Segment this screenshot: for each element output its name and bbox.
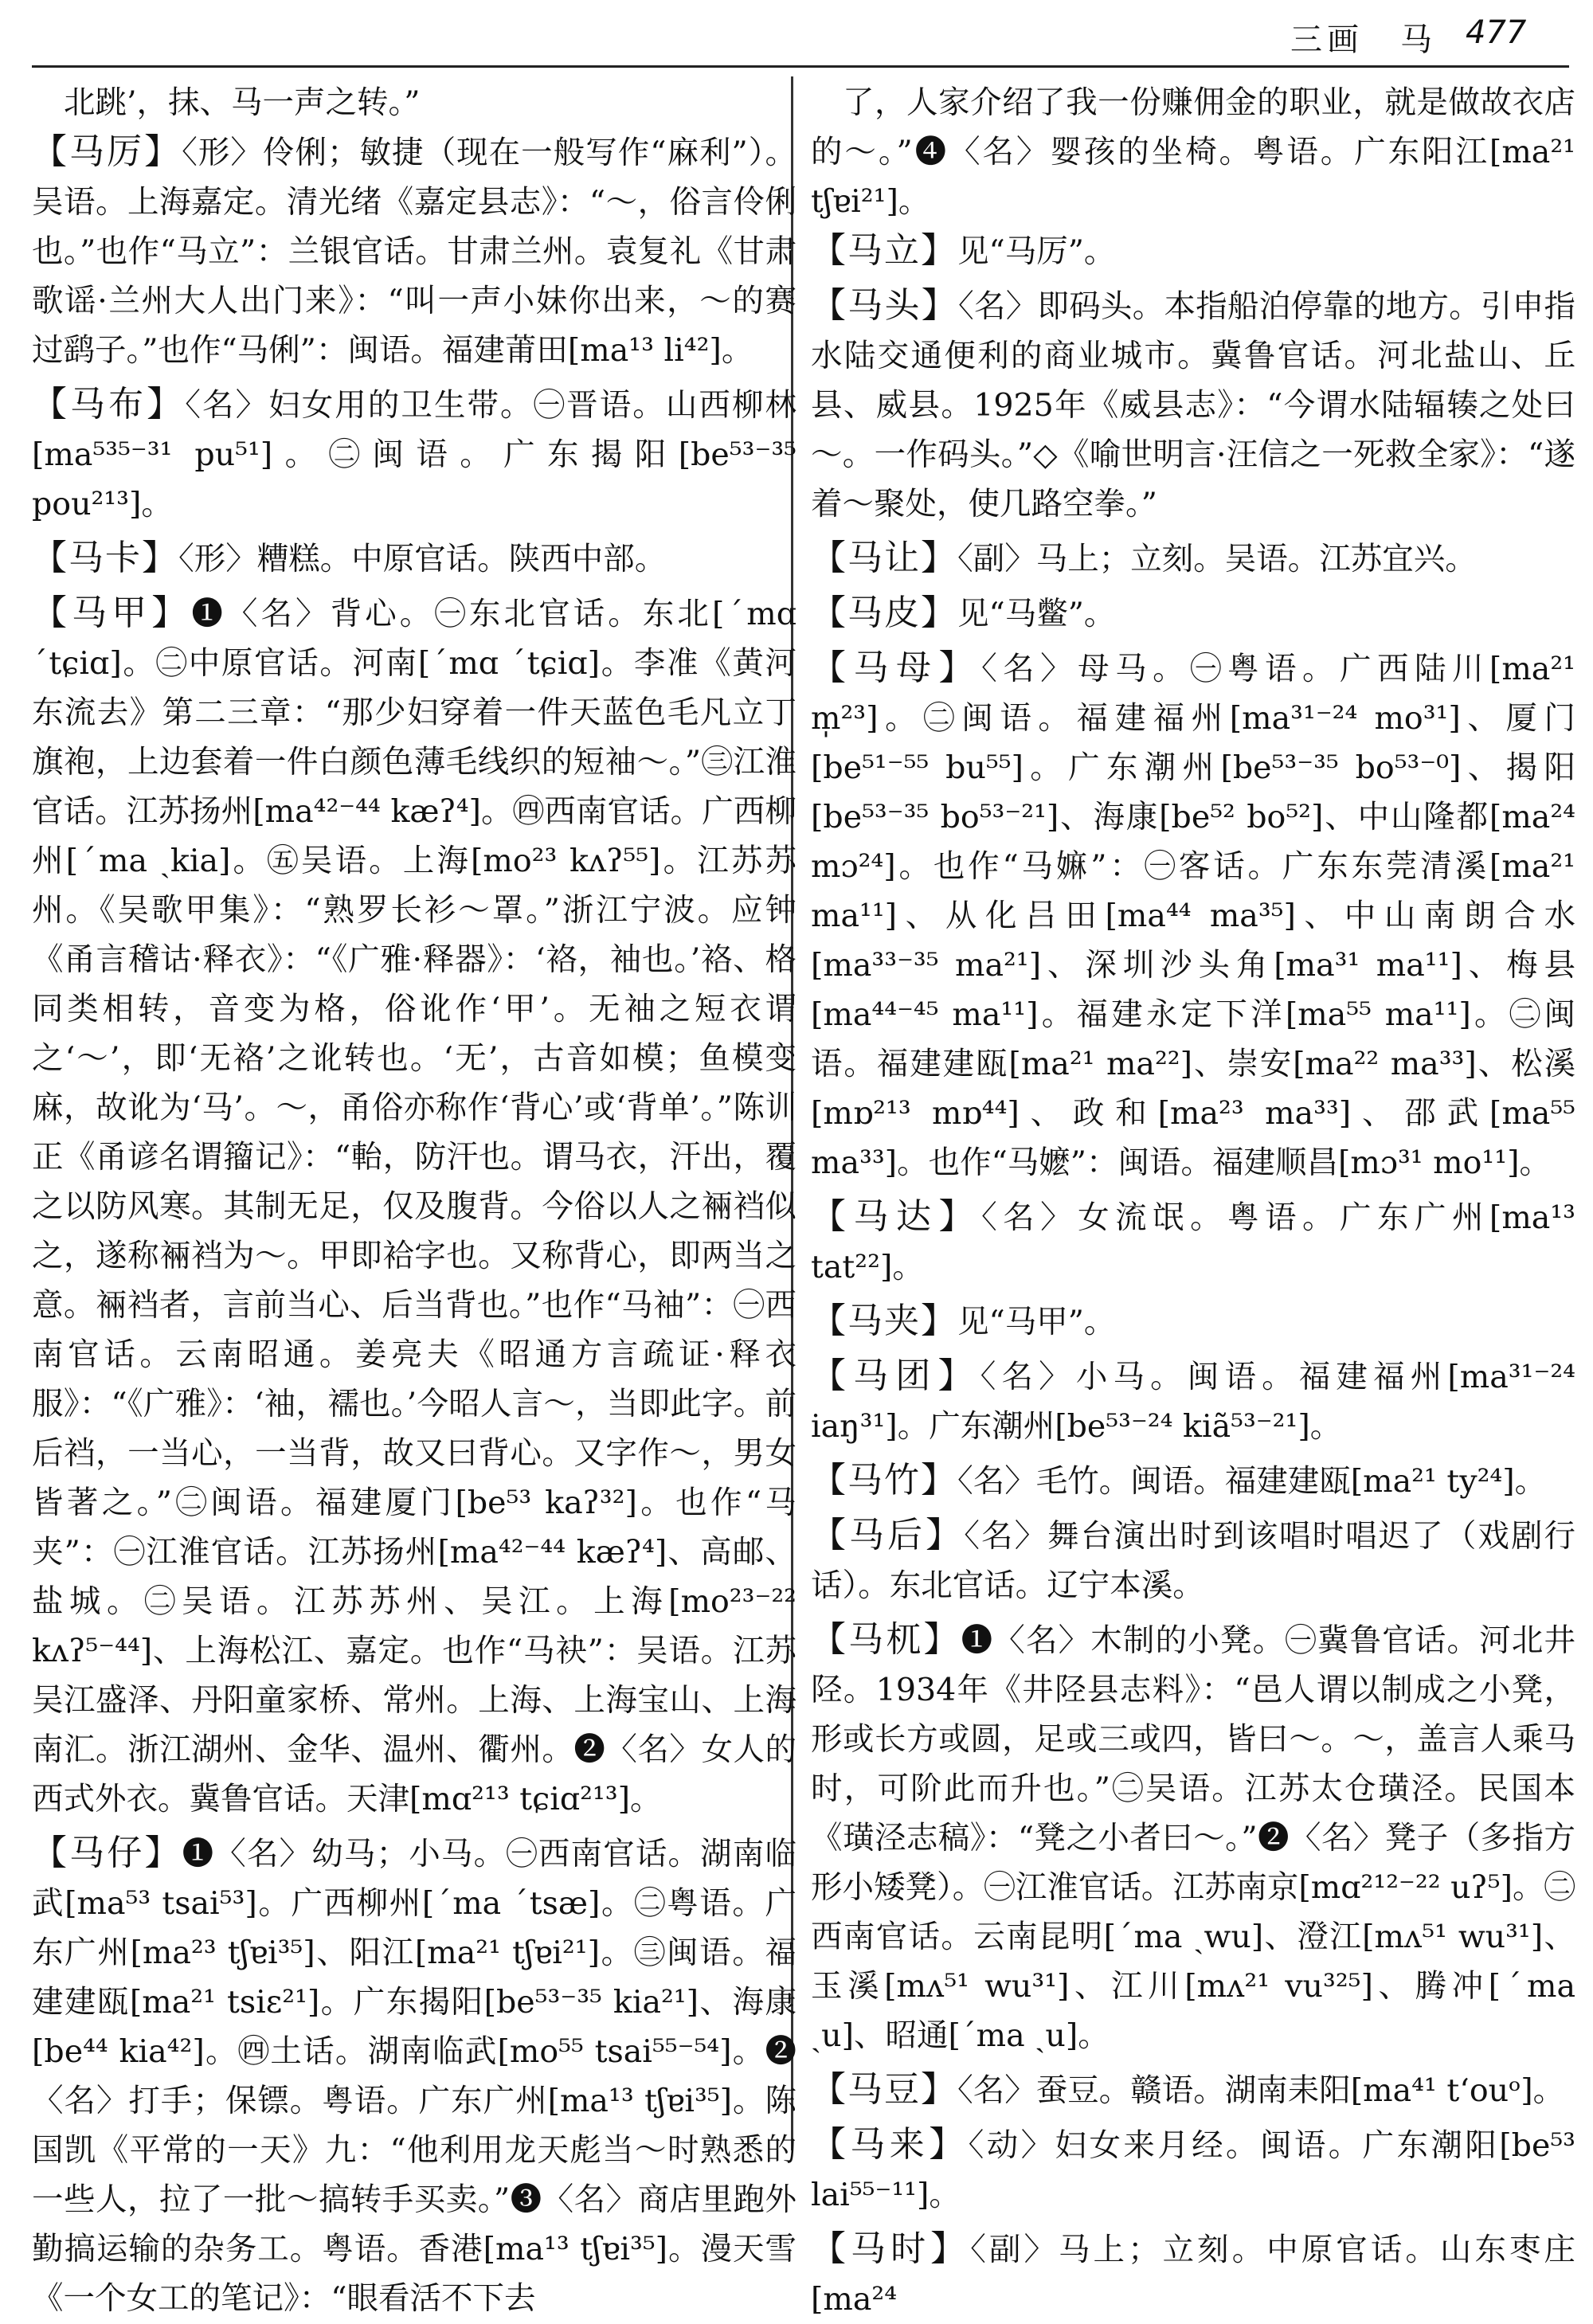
entry-definition: 〈动〉妇女来月经。闽语。广东潮阳[be⁵³ lai⁵⁵⁻¹¹]。 [811, 2127, 1576, 2213]
entry-definition: 〈名〉女流氓。粤语。广东广州[ma¹³ tat²²]。 [811, 1199, 1576, 1285]
entry-definition: ❶〈名〉木制的小凳。㊀冀鲁官话。河北井陉。1934年《井陉县志料》：“邑人谓以制成之小凳，形或长方或圆，足或三或四，皆曰～。～，盖言人乘马时，可阶此而升也。”㊁吴语。江苏太仓璜泾。民国本《璜泾志稿》：“凳之小者曰～。”❷〈名〉凳子（多指方形小矮凳）。㊀江淮官话。江苏南京[mɑ²¹²⁻²² uʔ⁵]。㊁西南官话。云南昆明[ˊma ˎwu]、澄江[mʌ⁵¹ wu³¹]、玉溪[mʌ⁵¹ wu³¹]、江川[mʌ²¹ vu³²⁵]、腾冲[ˊma ˎu]、昭通[ˊma ˎu]。 [811, 1622, 1576, 2054]
entry-definition: ❶〈名〉幼马；小马。㊀西南官话。湖南临武[ma⁵³ tsai⁵³]。广西柳州[ˊma ˊtsæ]。㊁粤语。广东广州[ma²³ tʃɐi³⁵]、阳江[ma²¹ tʃɐi²¹]。㊂闽语。福建建瓯[ma²¹ tsiɛ²¹]。广东揭阳[be⁵³⁻³⁵ kia²¹]、海康[be⁴⁴ kia⁴²]。㊃土话。湖南临武[mo⁵⁵ tsai⁵⁵⁻⁵⁴]。❷〈名〉打手；保镖。粤语。广东广州[ma¹³ tʃɐi³⁵]。陈国凯《平常的一天》九：“他利用龙天彪当～时熟悉的一些人，拉了一批～搞转手买卖。”❸〈名〉商店里跑外勤搞运输的杂务工。粤语。香港[ma¹³ tʃɐi³⁵]。漫天雪《一个女工的笔记》：“眼看活不下去 [32, 1836, 797, 2317]
entry-definition: 见“马厉”。 [957, 233, 1116, 270]
entry-headword: 【马立】 [811, 230, 957, 271]
page-header [0, 0, 1593, 76]
dictionary-entry [811, 1192, 1575, 1292]
entry-definition: 〈名〉舞台演出时到该唱时唱迟了（戏剧行话）。东北官话。辽宁本溪。 [811, 1518, 1576, 1604]
dictionary-entry [811, 1352, 1575, 1451]
entry-headword: 【马让】 [811, 538, 957, 578]
section-title: 三画 马 [1290, 22, 1437, 58]
continuation-text: 了，人家介绍了我一份赚佣金的职业，就是做故衣店的～。”❹〈名〉婴孩的坐椅。粤语。广东阳江[ma²¹ tʃɐi²¹]。 [811, 84, 1575, 220]
entry-headword: 【马来】 [811, 2124, 969, 2165]
dictionary-entry [811, 644, 1575, 1187]
entry-headword: 【马后】 [811, 1515, 965, 1555]
dictionary-entry [811, 1456, 1575, 1506]
dictionary-entry [811, 2065, 1575, 2115]
entry-definition: 〈形〉伶俐；敏捷（现在一般写作“麻利”）。吴语。上海嘉定。清光绪《嘉定县志》：“～，俗言伶俐也。”也作“马立”：兰银官话。甘肃兰州。袁复礼《甘肃歌谣·兰州大人出门来》：“叫一声小妹你出来，～的赛过鹞子。”也作“马俐”：闽语。福建莆田[ma¹³ li⁴²]。 [32, 135, 797, 369]
continuation-text: 北跳’，抹、马一声之转。” [64, 84, 421, 121]
entry-headword: 【马头】 [811, 285, 958, 326]
entry-definition: 见“马鳖”。 [957, 596, 1116, 632]
entry-definition: 〈名〉蚕豆。赣语。湖南耒阳[ma⁴¹ tʻouᵒ]。 [957, 2072, 1565, 2109]
entry-headword: 【马皮】 [811, 593, 957, 633]
entry-headword: 【马团】 [811, 1356, 980, 1396]
dictionary-entry [811, 226, 1575, 276]
entry-headword: 【马豆】 [811, 2069, 957, 2110]
entry-headword: 【马仔】 [32, 1833, 182, 1873]
dictionary-entry [32, 380, 796, 529]
entry-headword: 【马达】 [811, 1196, 981, 1237]
entry-headword: 【马夹】 [811, 1301, 957, 1341]
entry-headword: 【马时】 [811, 2228, 971, 2269]
left-column [32, 78, 797, 2317]
entry-headword: 【马卡】 [32, 538, 178, 578]
entry-definition: 〈名〉妇女用的卫生带。㊀晋语。山西柳林[ma⁵³⁵⁻³¹ pu⁵¹]。㊁闽语。广东揭阳[be⁵³⁻³⁵ pou²¹³]。 [32, 387, 797, 522]
entry-definition: 〈副〉马上；立刻。中原官话。山东枣庄[ma²⁴ [811, 2232, 1576, 2318]
entry-definition: 〈副〉马上；立刻。吴语。江苏宜兴。 [957, 541, 1477, 577]
dictionary-entry [811, 2224, 1575, 2324]
entry-headword: 【马母】 [811, 648, 981, 688]
entry-definition: 〈形〉糟糕。中原官话。陕西中部。 [178, 541, 667, 577]
left-entry-list [32, 127, 796, 2323]
entry-definition: 〈名〉母马。㊀粤语。广西陆川[ma²¹ m̩²³]。㊁闽语。福建福州[ma³¹⁻²⁴ mo³¹]、厦门[be⁵¹⁻⁵⁵ bu⁵⁵]。广东潮州[be⁵³⁻³⁵ bo⁵³⁻⁰]、揭阳[be⁵³⁻³⁵ bo⁵³⁻²¹]、海康[be⁵² bo⁵²]、中山隆都[ma²⁴ mɔ²⁴]。也作“马嫲”：㊀客话。广东东莞清溪[ma²¹ ma¹¹]、从化吕田[ma⁴⁴ ma³⁵]、中山南朗合水[ma³³⁻³⁵ ma²¹]、深圳沙头角[ma³¹ ma¹¹]、梅县[ma⁴⁴⁻⁴⁵ ma¹¹]。福建永定下洋[ma⁵⁵ ma¹¹]。㊁闽语。福建建瓯[ma²¹ ma²²]、崇安[ma²² ma³³]、松溪[mɒ²¹³ mɒ⁴⁴]、政和[ma²³ ma³³]、邵武[ma⁵⁵ ma³³]。也作“马嬷”：闽语。福建顺昌[mɔ³¹ mo¹¹]。 [811, 651, 1576, 1181]
dictionary-entry [811, 589, 1575, 639]
page-number: 477 [1466, 14, 1527, 51]
dictionary-entry [811, 2120, 1575, 2220]
dictionary-entry [32, 127, 796, 375]
dictionary-entry [32, 1829, 796, 2323]
entry-definition: 见“马甲”。 [957, 1304, 1116, 1340]
entry-headword: 【马甲】 [32, 593, 192, 633]
right-entry-list [811, 226, 1575, 2324]
entry-definition: 〈名〉小马。闽语。福建福州[ma³¹⁻²⁴ iaŋ³¹]。广东潮州[be⁵³⁻²⁴ kiã⁵³⁻²¹]。 [811, 1359, 1575, 1445]
entry-headword: 【马杌】 [811, 1619, 961, 1660]
dictionary-entry [811, 1297, 1575, 1347]
entry-definition: 〈名〉毛竹。闽语。福建建瓯[ma²¹ ty²⁴]。 [957, 1463, 1547, 1500]
entry-definition: 〈名〉即码头。本指船泊停靠的地方。引申指水陆交通便利的商业城市。冀鲁官话。河北盐山、丘县、威县。1925年《威县志》：“今谓水陆辐辏之处曰～。一作码头。”◇《喻世明言·汪信之一死救全家》：“遂着～聚处，使几路空拳。” [811, 288, 1575, 522]
entry-headword: 【马布】 [32, 384, 186, 425]
dictionary-entry [811, 1511, 1575, 1610]
dictionary-entry [32, 534, 796, 584]
dictionary-entry [32, 589, 796, 1824]
header-rule [32, 65, 1569, 68]
entry-headword: 【马竹】 [811, 1460, 957, 1500]
entry-definition: ❶〈名〉背心。㊀东北官话。东北[ˊmɑ ˊtɕiɑ]。㊁中原官话。河南[ˊmɑ ˊtɕiɑ]。李准《黄河东流去》第二三章：“那少妇穿着一件天蓝色毛凡立丁旗袍，上边套着一件白颜色薄毛线织的短袖～。”㊂江淮官话。江苏扬州[ma⁴²⁻⁴⁴ kæʔ⁴]。㊃西南官话。广西柳州[ˊma ˎkia]。㊄吴语。上海[mo²³ kʌʔ⁵⁵]。江苏苏州。《吴歌甲集》：“熟罗长衫～罩。”浙江宁波。应钟《甬言稽诂·释衣》：“《广雅·释器》：‘袼，袖也。’袼、格同类相转，音变为格，俗讹作‘甲’。无袖之短衣谓之‘～’，即‘无袼’之讹转也。‘无’，古音如模；鱼模变麻，故讹为‘马’。～，甬俗亦称作‘背心’或‘背单’。”陈训正《甬谚名谓籀记》：“軩，防汗也。谓马衣，汗出，覆之以防风寒。其制无足，仅及腹背。今俗以人之裲裆似之，遂称裲裆为～。甲即袷字也。又称背心，即两当之意。裲裆者，言前当心、后当背也。”也作“马袖”：㊀西南官话。云南昭通。姜亮夫《昭通方言疏证·释衣服》：“《广雅》：‘袖，襦也。’今昭人言～，当即此字。前后裆，一当心，一当背，故又曰背心。又字作～，男女皆著之。”㊁闽语。福建厦门[be⁵³ kaʔ³²]。也作“马夹”：㊀江淮官话。江苏扬州[ma⁴²⁻⁴⁴ kæʔ⁴]、高邮、盐城。㊁吴语。江苏苏州、吴江。上海[mo²³⁻²² kʌʔ⁵⁻⁴⁴]、上海松江、嘉定。也作“马袂”：吴语。江苏吴江盛泽、丹阳童家桥、常州。上海、上海宝山、上海南汇。浙江湖州、金华、温州、衢州。❷〈名〉女人的西式外衣。冀鲁官话。天津[mɑ²¹³ tɕiɑ²¹³]。 [32, 596, 797, 1817]
dictionary-entry [811, 281, 1575, 529]
right-column [811, 78, 1576, 2318]
entry-headword: 【马厉】 [32, 131, 182, 172]
dictionary-entry [811, 534, 1575, 584]
dictionary-entry [811, 1615, 1575, 2060]
